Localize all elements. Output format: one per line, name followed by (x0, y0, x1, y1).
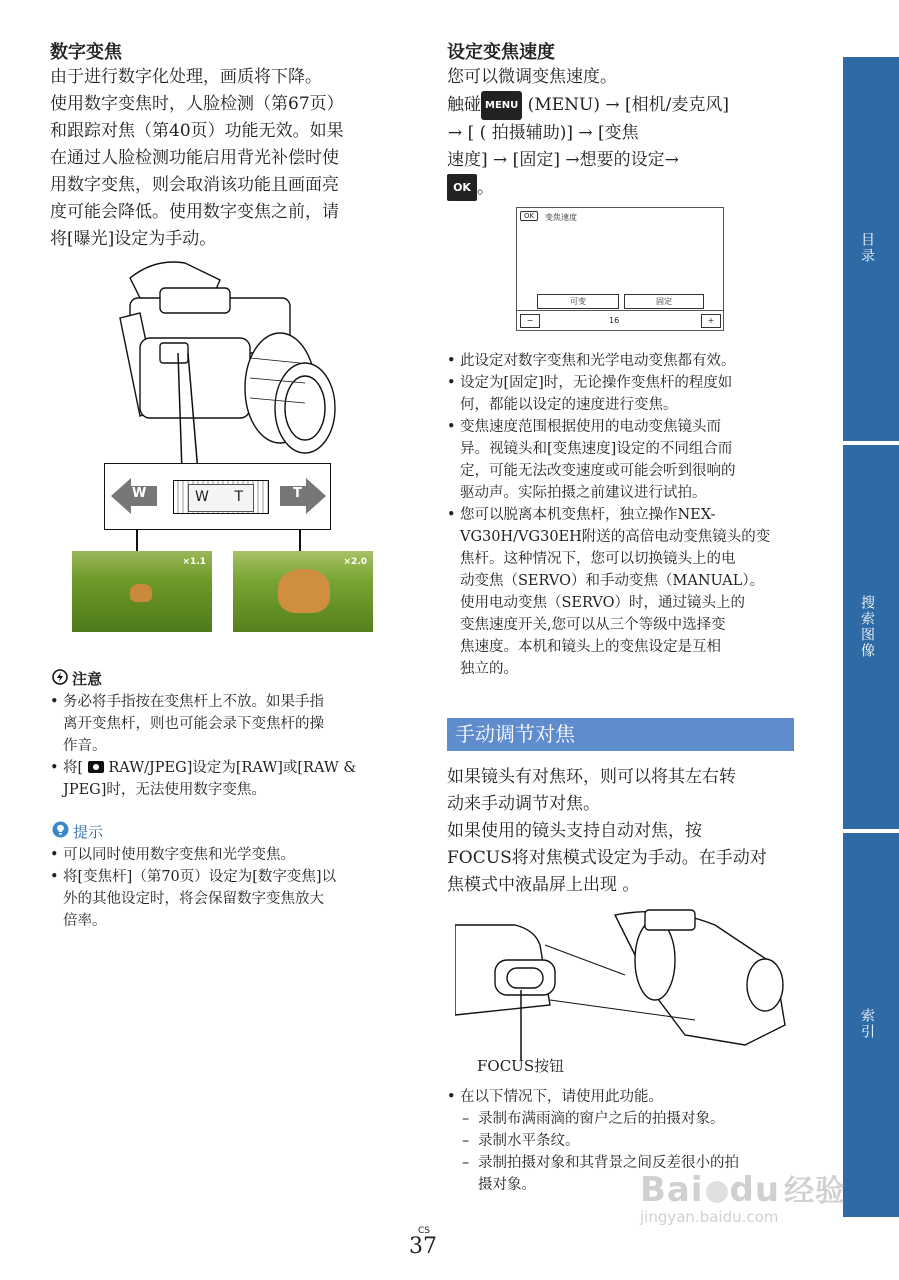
note-line: RAW/JPEG]设定为[RAW]或[RAW & (103, 760, 357, 776)
zoom-wide-arrow-label: W (132, 486, 147, 501)
usage-item (460, 1108, 795, 1130)
speed-note-line: • 您可以脱离本机变焦杆，独立操作NEX- (460, 507, 716, 523)
zoom-lever (173, 480, 269, 514)
zoom-ratio-badge: ×2.0 (343, 557, 367, 567)
speed-note-line: 何，都能以设定的速度进行变焦。 (460, 397, 678, 413)
zoom-lever-panel (104, 463, 331, 530)
speed-note-line: 动变焦（SERVO）和手动变焦（MANUAL）。 (460, 573, 765, 589)
minus-button[interactable]: − (520, 314, 540, 328)
tab-contents-label: 目录 (859, 232, 875, 264)
caution-icon (52, 669, 68, 685)
language-code: CS (418, 1226, 430, 1236)
focus-line: 如果使用的镜头支持自动对焦，按 (447, 821, 702, 841)
note-line: 离开变焦杆，则也可能会录下变焦杆的操 (63, 716, 324, 732)
note-list (50, 691, 395, 801)
manual-focus-text (447, 764, 795, 899)
note-line: 作音。 (63, 738, 107, 754)
zoom-tele-arrow-label: T (293, 486, 302, 501)
speed-note-line: VG30H/VG30EH附送的高倍电动变焦镜头的变 (460, 529, 771, 545)
speed-note-line: 独立的。 (460, 661, 518, 677)
tip-item (50, 866, 395, 932)
baidu-watermark (640, 1166, 850, 1242)
watermark-brand: Bai (640, 1170, 704, 1210)
path-line: 速度] → [固定] →想要的设定→ (447, 150, 679, 170)
note-title: 注意 (72, 670, 103, 688)
note-item (50, 757, 395, 801)
speed-note-line: 焦速度。本机和镜头上的变焦设定是互相 (460, 639, 721, 655)
screen-divider (517, 310, 723, 311)
usage-line: 摄对象。 (478, 1177, 536, 1193)
speed-note-line: 焦杆。这种情况下，您可以切换镜头上的电 (460, 551, 736, 567)
page-number: 37 (409, 1234, 437, 1259)
screen-ok-button[interactable]: OK (520, 211, 538, 221)
speed-note-line: • 变焦速度范围根据使用的电动变焦镜头而 (460, 419, 721, 435)
watermark-brand2: du (729, 1170, 781, 1210)
path-line: → [ ( 拍摄辅助)] → [变焦 (448, 123, 639, 143)
zoom-tele-arrow-icon (280, 478, 326, 514)
zoom-photo-wide (72, 551, 212, 632)
intro-line: 在通过人脸检测功能启用背光补偿时使 (50, 148, 339, 168)
speed-note-item (447, 372, 795, 416)
tip-item (50, 844, 395, 866)
speed-note-line: 驱动声。实际拍摄之前建议进行试拍。 (460, 485, 707, 501)
zoom-lever-switch (188, 484, 254, 512)
lever-t-label: T (234, 489, 243, 505)
speed-note-item (447, 416, 795, 504)
zoom-speed-heading: 设定变焦速度 (447, 42, 555, 63)
speed-note-item (447, 350, 795, 372)
focus-button-label: FOCUS按钮 (477, 1057, 565, 1075)
tip-lightbulb-icon (52, 821, 69, 838)
intro-line: 使用数字变焦时，人脸检测（第67页） (50, 94, 344, 114)
focus-line: 如果镜头有对焦环，则可以将其左右转 (447, 767, 736, 787)
speed-note-line: 变焦速度开关,您可以从三个等级中选择变 (460, 617, 726, 633)
paw-icon (706, 1181, 728, 1203)
screen-title: 变焦速度 (545, 213, 577, 222)
focus-line: 焦模式中液晶屏上出现 。 (447, 875, 640, 895)
lever-w-label: W (195, 489, 209, 505)
tab-search-images-label: 搜索图像 (859, 595, 875, 659)
focus-button-illustration (455, 905, 795, 1060)
path-line-2 (447, 120, 792, 147)
tip-list (50, 844, 395, 932)
intro-line: 度可能会降低。使用数字变焦之前，请 (50, 202, 339, 222)
tip-line: • 将[变焦杆]（第70页）设定为[数字变焦]以 (63, 869, 337, 885)
zoom-ratio-badge: ×1.1 (182, 557, 206, 567)
menu-key-icon: MENU (481, 91, 522, 120)
tab-index[interactable] (843, 833, 899, 1217)
tab-contents[interactable] (843, 57, 899, 441)
speed-value: 16 (609, 316, 620, 325)
intro-line: 您可以微调变焦速度。 (447, 67, 617, 87)
usage-intro-line: • 在以下情况下，请使用此功能。 (460, 1089, 663, 1105)
intro-line: 用数字变焦，则会取消该功能且画面亮 (50, 175, 339, 195)
speed-note-line: 使用电动变焦（SERVO）时，通过镜头上的 (460, 595, 746, 611)
focus-line: FOCUS将对焦模式设定为手动。在手动对 (447, 848, 767, 868)
note-item (50, 691, 395, 757)
note-line: 将[ (63, 760, 88, 776)
still-camera-icon (88, 761, 104, 773)
note-line: • 务必将手指按在变焦杆上不放。如果手指 (63, 694, 324, 710)
manual-focus-banner: 手动调节对焦 (447, 718, 794, 751)
tab-index-label: 索引 (859, 1008, 875, 1040)
watermark-cn: 经验 (784, 1174, 847, 1209)
ok-key-icon: OK (447, 174, 477, 201)
usage-line: – 录制拍摄对象和其背景之间反差很小的拍 (478, 1155, 739, 1171)
speed-note-line: • 设定为[固定]时，无论操作变焦杆的程度如 (460, 375, 733, 391)
digital-zoom-intro (50, 64, 344, 253)
camera-zoom-lever-illustration (100, 258, 340, 472)
kitten-small (130, 584, 152, 602)
zoom-speed-notes (447, 350, 795, 680)
speed-note-line: 异。视镜头和[变焦速度]设定的不同组合而 (460, 441, 733, 457)
note-line: JPEG]时，无法使用数字变焦。 (63, 782, 266, 798)
fixed-button[interactable]: 固定 (624, 294, 704, 309)
zoom-speed-screen (516, 207, 724, 331)
tip-title: 提示 (73, 823, 104, 841)
variable-button[interactable]: 可变 (537, 294, 619, 309)
zoom-speed-procedure: 您可以微调变焦速度。 触碰 MENU (MENU) → [相机/麦克风] → [ ( 拍摄辅助)] → [变焦 速度] → [固定] →想要的设定→ OK 。 (447, 64, 792, 202)
focus-line: 动来手动调节对焦。 (447, 794, 600, 814)
usage-line: – 录制布满雨滴的窗户之后的拍摄对象。 (478, 1111, 725, 1127)
usage-item (460, 1130, 795, 1152)
path-line: (MENU) → [相机/麦克风] (522, 95, 730, 115)
speed-note-line: • 此设定对数字变焦和光学电动变焦都有效。 (460, 353, 736, 369)
intro-line: 将[曝光]设定为手动。 (50, 229, 217, 249)
tip-line: • 可以同时使用数字变焦和光学变焦。 (63, 847, 295, 863)
wide-leader-line (136, 530, 138, 552)
intro-line: 和跟踪对焦（第40页）功能无效。如果 (50, 121, 344, 141)
kitten-large (278, 569, 330, 613)
intro-line: 由于进行数字化处理，画质将下降。 (50, 67, 322, 87)
zoom-photo-tele (233, 551, 373, 632)
touch-label: 触碰 (447, 95, 481, 115)
watermark-url: jingyan.baidu.com (640, 1208, 779, 1226)
usage-line: – 录制水平条纹。 (478, 1133, 580, 1149)
speed-note-item (447, 504, 795, 680)
tab-search-images[interactable] (843, 445, 899, 829)
tip-line: 倍率。 (63, 913, 107, 929)
speed-note-line: 定，可能无法改变速度或可能会听到很响的 (460, 463, 736, 479)
plus-button[interactable]: + (701, 314, 721, 328)
digital-zoom-heading: 数字变焦 (50, 42, 122, 63)
tip-line: 外的其他设定时，将会保留数字变焦放大 (63, 891, 324, 907)
tele-leader-line (299, 530, 301, 552)
